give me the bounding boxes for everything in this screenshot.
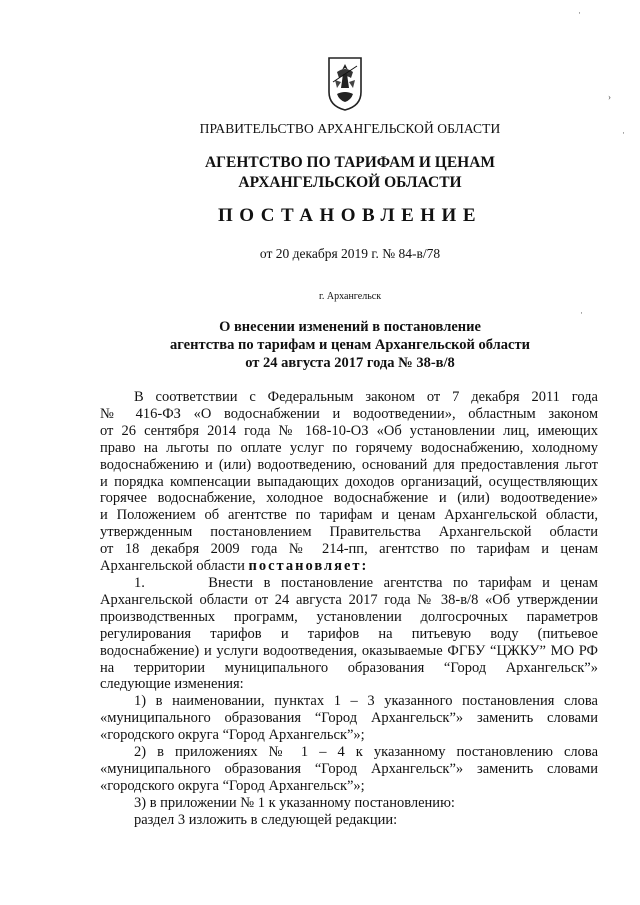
- intro-final-text: Архангельской области: [100, 558, 245, 575]
- city: г. Архангельск: [318, 291, 382, 302]
- text-line: право на льготы по оплате услуг по горячему водоснабжению, холодному: [100, 439, 598, 456]
- text-line: водоснабжению и (или) водоотведению, оснований для предоставления льгот: [100, 456, 598, 473]
- text-line: № 416-ФЗ «О водоснабжении и водоотведении», областным законом: [100, 405, 598, 422]
- resolves-word: постановляет:: [248, 558, 369, 575]
- text-line: 1) в наименовании, пунктах 1 – 3 указанного постановления слова: [134, 693, 598, 710]
- text-line: следующие изменения:: [100, 676, 244, 693]
- subitem-3: [100, 795, 598, 829]
- text-line: водоснабжение) и услуги водоотведения, оказываемые ФГБУ “ЦЖКУ” МО РФ: [100, 642, 598, 659]
- text-line: на территории муниципального образования “Город Архангельск”»: [100, 659, 598, 676]
- text-line: «муниципального образования “Город Архангельск”» заменить словами: [100, 710, 598, 727]
- agency-name: [30, 153, 640, 193]
- text-line: 1. Внести в постановление агентства по тарифам и ценам: [134, 574, 598, 591]
- text-line: горячее водоснабжение, холодное водоснабжение и (или) водоотведение»: [100, 490, 598, 507]
- text-line: Архангельской области от 24 августа 2017 года № 38-в/8 «Об утверждении: [100, 591, 598, 608]
- scan-mark: ·: [578, 8, 581, 18]
- text-line: В соответствии с Федеральным законом от 7 декабря 2011 года: [134, 389, 598, 405]
- subject-line1: О внесении изменений в постановление: [219, 319, 481, 335]
- subject-line3: от 24 августа 2017 года № 38-в/8: [245, 355, 455, 371]
- subject-line2: агентства по тарифам и ценам Архангельской области: [170, 337, 530, 353]
- subitem-2: [100, 744, 598, 795]
- text-line: «муниципального образования “Город Архангельск”» заменить словами: [100, 760, 598, 777]
- date-number: от 20 декабря 2019 г. № 84-в/78: [259, 246, 441, 261]
- coat-of-arms-icon: [325, 52, 365, 112]
- scan-mark: ·: [580, 308, 583, 318]
- text-line: раздел 3 изложить в следующей редакции:: [134, 811, 398, 828]
- text-line: утвержденным постановлением Правительства Архангельской области: [100, 524, 598, 541]
- item-1: [100, 575, 598, 693]
- text-line: «городского округа “Город Архангельск”»;: [100, 727, 365, 744]
- scan-mark: ·: [622, 128, 625, 138]
- text-line: [100, 558, 598, 575]
- subitem-1: [100, 693, 598, 744]
- intro-paragraph: [100, 389, 598, 575]
- text-line: от 26 сентября 2014 года № 168-10-ОЗ «Об установлении лиц, имеющих: [100, 422, 598, 439]
- text-line: и порядка компенсации выпадающих доходов организаций, осуществляющих: [100, 473, 598, 490]
- text-line: 3) в приложении № 1 к указанному постановлению:: [134, 794, 455, 811]
- text-line: «городского округа “Город Архангельск”»;: [100, 777, 365, 794]
- document-type: ПОСТАНОВЛЕНИЕ: [217, 205, 483, 226]
- government-name: ПРАВИТЕЛЬСТВО АРХАНГЕЛЬСКОЙ ОБЛАСТИ: [199, 121, 501, 136]
- text-line: и Положением об агентстве по тарифам и ценам Архангельской области,: [100, 507, 598, 524]
- text-line: регулирования тарифов и тарифов на питьевую воду (питьевое: [100, 625, 598, 642]
- document-subject: [30, 318, 640, 372]
- text-line: 2) в приложениях № 1 – 4 к указанному постановлению слова: [134, 744, 598, 761]
- agency-name-line1: АГЕНТСТВО ПО ТАРИФАМ И ЦЕНАМ: [204, 154, 496, 171]
- scan-mark: ›: [608, 92, 611, 102]
- agency-name-line2: АРХАНГЕЛЬСКОЙ ОБЛАСТИ: [238, 174, 462, 191]
- text-line: от 18 декабря 2009 года № 214-пп, агентство по тарифам и ценам: [100, 541, 598, 558]
- text-line: производственных программ, установлении долгосрочных параметров: [100, 608, 598, 625]
- document-body: [100, 389, 598, 829]
